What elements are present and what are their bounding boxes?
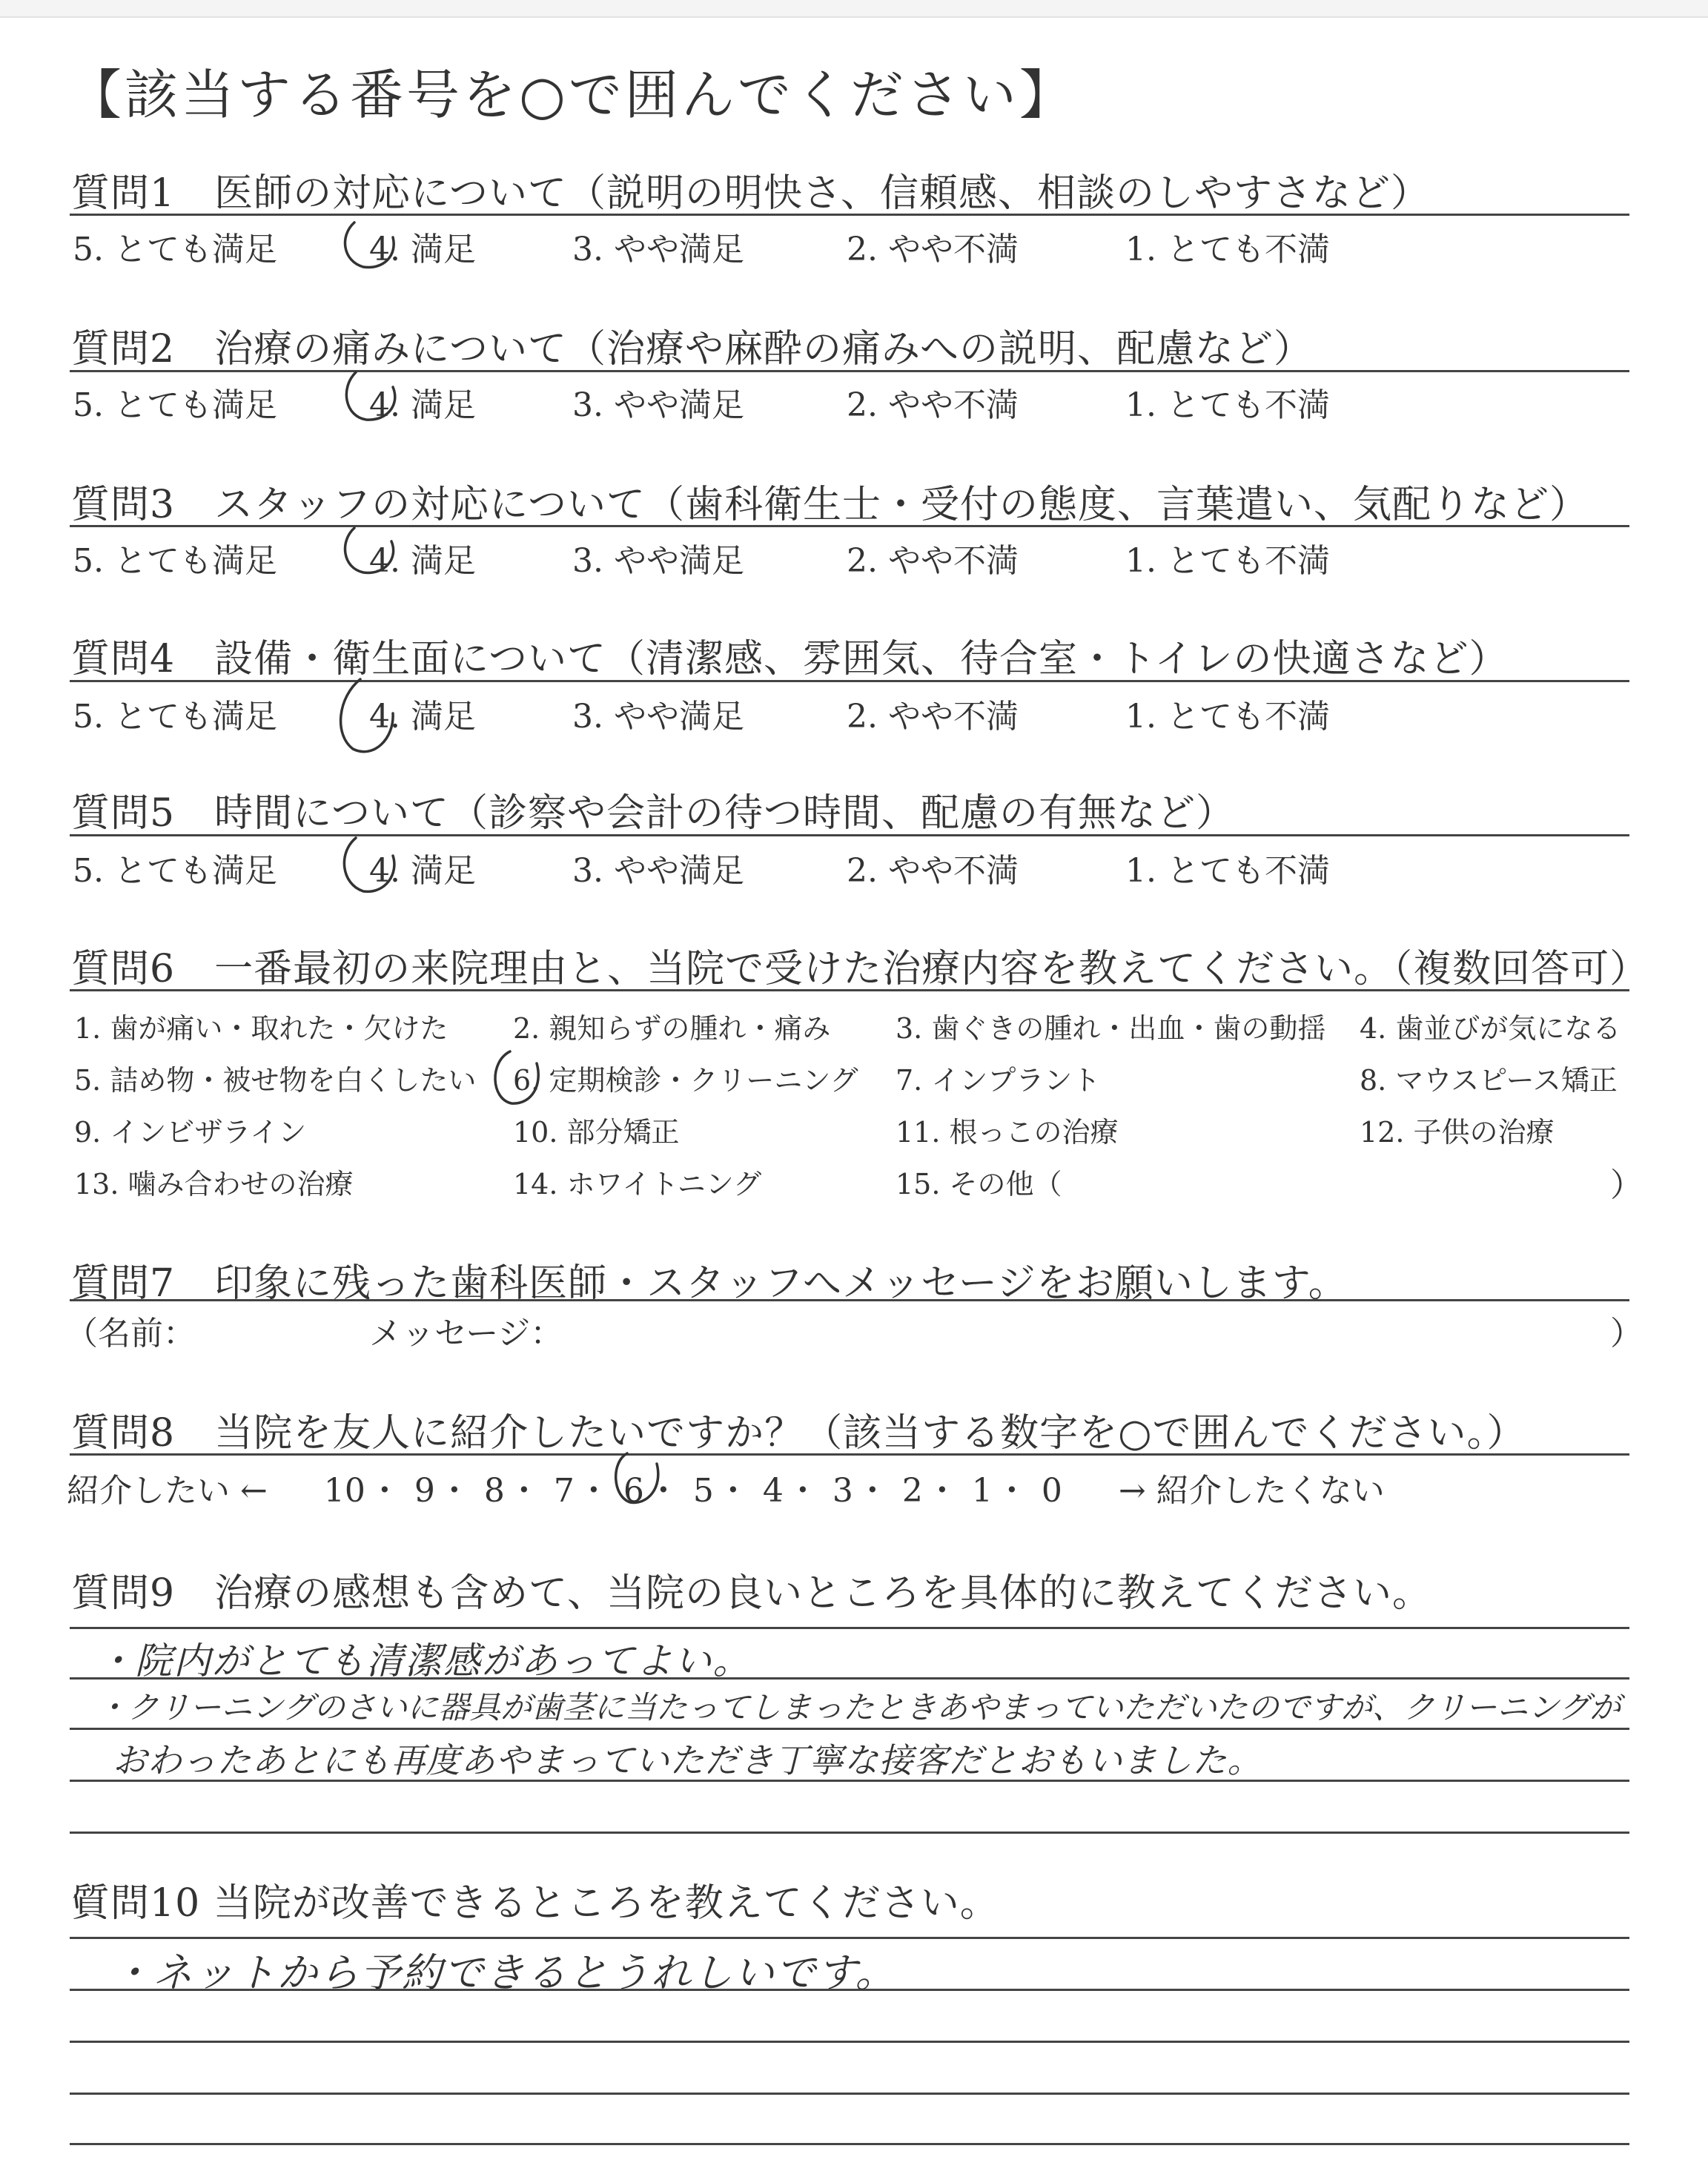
- q1-option-1[interactable]: 1. とても不満: [1125, 231, 1330, 268]
- q1-option-4[interactable]: 4. 満足: [369, 231, 476, 268]
- q8-separator: ・: [716, 1472, 749, 1510]
- question-9-title: 質問9 治療の感想も含めて、当院の良いところを具体的に教えてください。: [71, 1571, 1432, 1616]
- q8-score-4[interactable]: 4: [762, 1472, 784, 1510]
- q6-option-2[interactable]: 2. 親知らずの腫れ・痛み: [513, 1012, 831, 1045]
- q8-score-0[interactable]: 0: [1041, 1472, 1062, 1510]
- q3-option-5[interactable]: 5. とても満足: [73, 542, 277, 580]
- page-heading: 【該当する番号を○で囲んでください】: [68, 64, 1076, 126]
- q7-message-label: メッセージ：: [369, 1315, 563, 1353]
- q5-option-2[interactable]: 2. やや不満: [847, 852, 1019, 890]
- q4-option-4[interactable]: 4. 満足: [369, 698, 476, 736]
- question-8-title: 質問8 当院を友人に紹介したいですか？（該当する数字を○で囲んでください。）: [71, 1411, 1526, 1456]
- question-4-title: 質問4 設備・衛生面について（清潔感、雰囲気、待合室・トイレの快適さなど）: [71, 637, 1509, 681]
- q8-right-label: → 紹介したくない: [1118, 1472, 1385, 1510]
- q1-option-3[interactable]: 3. やや満足: [572, 231, 744, 268]
- question-1-rule: [70, 214, 1629, 216]
- q4-option-1[interactable]: 1. とても不満: [1125, 698, 1330, 736]
- q6-option-7[interactable]: 7. インプラント: [896, 1064, 1101, 1097]
- q1-option-5[interactable]: 5. とても満足: [73, 231, 277, 268]
- q10-answer-line-3: [70, 2041, 1629, 2043]
- q5-option-4[interactable]: 4. 満足: [369, 852, 476, 890]
- q6-option-9[interactable]: 9. インビザライン: [74, 1116, 307, 1149]
- q8-score-9[interactable]: 9: [414, 1472, 435, 1510]
- q5-option-1[interactable]: 1. とても不満: [1125, 852, 1330, 890]
- q8-separator: ・: [995, 1472, 1028, 1510]
- q5-option-3[interactable]: 3. やや満足: [572, 852, 744, 890]
- q2-option-5[interactable]: 5. とても満足: [73, 386, 277, 424]
- question-6-title: 質問6 一番最初の来院理由と、当院で受けた治療内容を教えてください。（複数回答可）: [71, 947, 1649, 991]
- question-10-title: 質問10 当院が改善できるところを教えてください。: [71, 1881, 999, 1926]
- question-5-rule: [70, 834, 1629, 836]
- q10-handwritten-answer-1: ・ネットから予約できるとうれしいです。: [111, 1949, 897, 1996]
- page-top-edge: [0, 0, 1708, 18]
- q8-separator: ・: [577, 1472, 610, 1510]
- q9-answer-line-5: [70, 1832, 1629, 1834]
- q6-other-close-paren: ）: [1610, 1166, 1643, 1204]
- question-2-rule: [70, 370, 1629, 372]
- q8-separator: ・: [925, 1472, 959, 1510]
- q2-option-1[interactable]: 1. とても不満: [1125, 386, 1330, 424]
- q10-answer-line-1: [70, 1937, 1629, 1939]
- q9-handwritten-answer-3: おわったあとにも再度あやまっていただき丁寧な接客だとおもいました。: [113, 1740, 1262, 1780]
- q6-option-12[interactable]: 12. 子供の治療: [1360, 1116, 1555, 1149]
- q6-option-5[interactable]: 5. 詰め物・被せ物を白くしたい: [74, 1064, 477, 1097]
- q2-option-3[interactable]: 3. やや満足: [572, 386, 744, 424]
- q9-answer-line-1: [70, 1627, 1629, 1629]
- q4-option-3[interactable]: 3. やや満足: [572, 698, 744, 736]
- q6-option-10[interactable]: 10. 部分矯正: [513, 1116, 680, 1149]
- question-5-title: 質問5 時間について（診察や会計の待つ時間、配慮の有無など）: [71, 791, 1236, 836]
- q6-option-4[interactable]: 4. 歯並びが気になる: [1360, 1012, 1621, 1045]
- q8-separator: ・: [786, 1472, 819, 1510]
- question-8-rule: [70, 1453, 1629, 1456]
- question-3-title: 質問3 スタッフの対応について（歯科衛生士・受付の態度、言葉遣い、気配りなど）: [71, 483, 1589, 527]
- q6-option-6[interactable]: 6. 定期検診・クリーニング: [513, 1064, 858, 1097]
- q8-separator: ・: [437, 1472, 471, 1510]
- q8-left-label: 紹介したい ←: [67, 1472, 268, 1510]
- q8-score-2[interactable]: 2: [901, 1472, 923, 1510]
- question-6-rule: [70, 989, 1629, 991]
- q6-option-13[interactable]: 13. 噛み合わせの治療: [74, 1168, 354, 1200]
- q8-separator: ・: [646, 1472, 680, 1510]
- question-4-rule: [70, 680, 1629, 682]
- q3-option-3[interactable]: 3. やや満足: [572, 542, 744, 580]
- q8-separator: ・: [855, 1472, 889, 1510]
- q3-option-2[interactable]: 2. やや不満: [847, 542, 1019, 580]
- q3-option-1[interactable]: 1. とても不満: [1125, 542, 1330, 580]
- q8-score-7[interactable]: 7: [553, 1472, 575, 1510]
- q8-score-8[interactable]: 8: [483, 1472, 505, 1510]
- q6-option-15[interactable]: 15. その他（: [896, 1168, 1062, 1200]
- q2-option-2[interactable]: 2. やや不満: [847, 386, 1019, 424]
- q10-answer-line-4: [70, 2093, 1629, 2095]
- q6-option-11[interactable]: 11. 根っこの治療: [896, 1116, 1119, 1149]
- q8-score-10[interactable]: 10: [323, 1472, 365, 1510]
- q5-option-5[interactable]: 5. とても満足: [73, 852, 277, 890]
- question-3-rule: [70, 525, 1629, 527]
- q4-option-5[interactable]: 5. とても満足: [73, 698, 277, 736]
- q8-separator: ・: [368, 1472, 401, 1510]
- q6-option-8[interactable]: 8. マウスピース矯正: [1360, 1064, 1618, 1097]
- question-7-title: 質問7 印象に残った歯科医師・スタッフへメッセージをお願いします。: [71, 1261, 1348, 1306]
- q6-option-14[interactable]: 14. ホワイトニング: [513, 1168, 762, 1200]
- q6-option-1[interactable]: 1. 歯が痛い・取れた・欠けた: [74, 1012, 448, 1045]
- q8-score-1[interactable]: 1: [971, 1472, 993, 1510]
- q9-answer-line-3: [70, 1728, 1629, 1730]
- q4-option-2[interactable]: 2. やや不満: [847, 698, 1019, 736]
- question-2-title: 質問2 治療の痛みについて（治療や麻酔の痛みへの説明、配慮など）: [71, 327, 1314, 371]
- q8-score-6[interactable]: 6: [623, 1472, 644, 1510]
- q7-close-paren: ）: [1610, 1315, 1643, 1353]
- q8-score-5[interactable]: 5: [692, 1472, 714, 1510]
- q6-option-3[interactable]: 3. 歯ぐきの腫れ・出血・歯の動揺: [896, 1012, 1326, 1045]
- q1-option-2[interactable]: 2. やや不満: [847, 231, 1019, 268]
- q3-option-4[interactable]: 4. 満足: [369, 542, 476, 580]
- q2-option-4[interactable]: 4. 満足: [369, 386, 476, 424]
- q10-answer-line-5: [70, 2143, 1629, 2145]
- q9-handwritten-answer-1: ・院内がとても清潔感があってよい。: [96, 1639, 752, 1682]
- q7-name-label: （名前：: [65, 1315, 196, 1353]
- question-1-title: 質問1 医師の対応について（説明の明快さ、信頼感、相談のしやすさなど）: [71, 171, 1430, 216]
- question-7-rule: [70, 1299, 1629, 1301]
- q8-separator: ・: [507, 1472, 540, 1510]
- q8-score-3[interactable]: 3: [832, 1472, 853, 1510]
- q8-scale-row: [67, 1464, 1385, 1511]
- q9-handwritten-answer-2: ・クリーニングのさいに器具が歯茎に当たってしまったときあやまっていただいたのですが、クリーニングが: [96, 1689, 1621, 1725]
